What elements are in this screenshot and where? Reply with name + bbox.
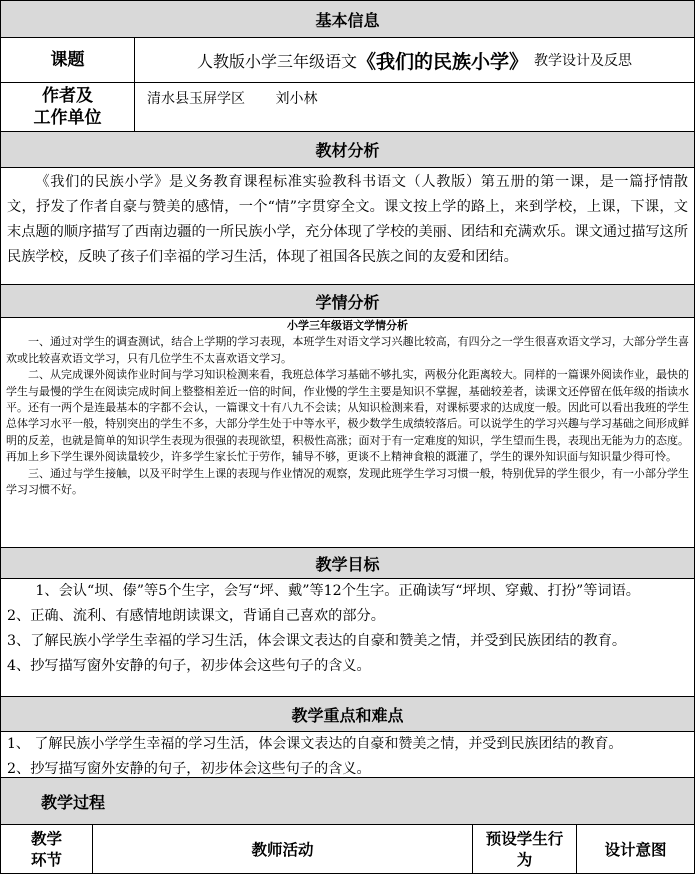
student-analysis-p2: 二、从完成课外阅读作业时间与学习知识检测来看，我班总体学习基础不够扎实，两极分化距离较大。同样的一篇课外阅读作业，最快的学生与最慢的学生在阅读完成时间上整整相差近一倍的时间，作业慢的学生主要是知识不掌握，基础较差者，读课文还停留在低年级的指读水平。还有一两个是连最基本的字都不会认，一篇课文十有八九不会读；从知识检测来看，对课标要求的达成度一般。因此可以看出我班的学生总体学习水平一般，特别突出的学生不多，大部分学生处于中等水平，极少数学生成绩较落后。可以说学生的学习兴趣与学习基础之间形成鲜明的反差，也就是简单的知识学生表现为很强的表现欲望，积极性高涨；面对于有一定难度的知识，学生望而生畏，表现出无能为力的态度。再加上乡下学生课外阅读量较少，许多学生家长忙于劳作，辅导不够，更谈不上精神食粮的溉灌了，学生的课外知识面与知识量少得可怜。 <box>6 368 689 464</box>
author-unit: 清水县玉屏学区 <box>147 91 245 107</box>
goal-item: 3、了解民族小学学生幸福的学习生活，体会课文表达的自豪和赞美之情，并受到民族团结的教育。 <box>7 633 627 649</box>
key-point-item: 1、 了解民族小学学生幸福的学习生活，体会课文表达的自豪和赞美之情，并受到民族团结的教育。 <box>7 736 623 752</box>
section-title: 教学目标 <box>315 554 380 574</box>
section-title: 教学过程 <box>41 792 106 812</box>
author-row <box>1 83 694 132</box>
topic-suffix: 教学设计及反思 <box>534 53 633 69</box>
topic-row <box>1 38 694 83</box>
author-label <box>1 83 135 131</box>
topic-title: 《我们的民族小学》 <box>357 50 529 73</box>
process-col-stage: 教学环节 <box>1 825 93 873</box>
author-value <box>135 83 694 131</box>
student-analysis-p3: 三、通过与学生接触，以及平时学生上课的表现与作业情况的观察，发现此班学生学习习惯一般，特别优异的学生很少，有一小部分学生学习习惯不好。 <box>6 466 689 497</box>
topic-prefix: 人教版小学三年级语文 <box>196 51 357 71</box>
goal-item: 1、会认“坝、傣”等5个生字，会写“坪、戴”等12个生字。正确读写“坪坝、穿戴、打扮”等词语。 <box>35 583 640 599</box>
author-label-line1: 作者及 <box>42 86 93 106</box>
section-title: 学情分析 <box>315 292 380 312</box>
section-header-goals <box>1 548 694 579</box>
section-title: 基本信息 <box>315 10 380 30</box>
student-analysis-body <box>1 318 694 548</box>
goal-item: 4、抄写描写窗外安静的句子，初步体会这些句子的含义。 <box>7 658 371 674</box>
section-header-key-points <box>1 697 694 732</box>
key-points-body <box>1 732 694 778</box>
student-analysis-p1: 一、通过对学生的调查测试，结合上学期的学习表现，本班学生对语文学习兴趣比较高，有四分之一学生很喜欢语文学习，大部分学生喜欢或比较喜欢语文学习，只有几位学生不太喜欢语文学习。 <box>6 335 689 365</box>
material-analysis-body <box>1 168 694 285</box>
section-title: 教学重点和难点 <box>291 705 404 725</box>
section-header-student <box>1 285 694 318</box>
teaching-goals-body <box>1 579 694 697</box>
section-title: 教材分析 <box>315 141 380 160</box>
process-col-teacher: 教师活动 <box>93 825 473 873</box>
student-analysis-subtitle: 小学三年级语文学情分析 <box>287 319 408 332</box>
author-label-line2: 工作单位 <box>33 108 102 128</box>
process-col-student: 预设学生行为 <box>473 825 577 873</box>
process-table-header <box>1 825 694 873</box>
section-header-material <box>1 132 694 168</box>
topic-value <box>135 38 694 82</box>
topic-label: 课题 <box>1 38 135 82</box>
process-col-intent: 设计意图 <box>604 839 667 859</box>
goal-item: 2、正确、流利、有感情地朗读课文，背诵自己喜欢的部分。 <box>7 608 385 624</box>
section-header-process <box>1 778 694 825</box>
material-analysis-text: 《我们的民族小学》是义务教育课程标准实验教科书语文（人教版）第五册的第一课，是一篇抒情散文，抒发了作者自豪与赞美的感情，一个“情”字贯穿全文。课文按上学的路上，来到学校，上课，下课，文末点题的顺序描写了西南边疆的一所民族小学，充分体现了学校的美丽、团结和充满欢乐。课文通过描写这所民族学校，反映了孩子们幸福的学习生活，体现了祖国各民族之间的友爱和团结。 <box>7 174 689 265</box>
section-header-basic-info <box>1 1 694 38</box>
key-point-item: 2、抄写描写窗外安静的句子，初步体会这些句子的含义。 <box>7 761 371 777</box>
author-name: 刘小林 <box>275 91 318 107</box>
